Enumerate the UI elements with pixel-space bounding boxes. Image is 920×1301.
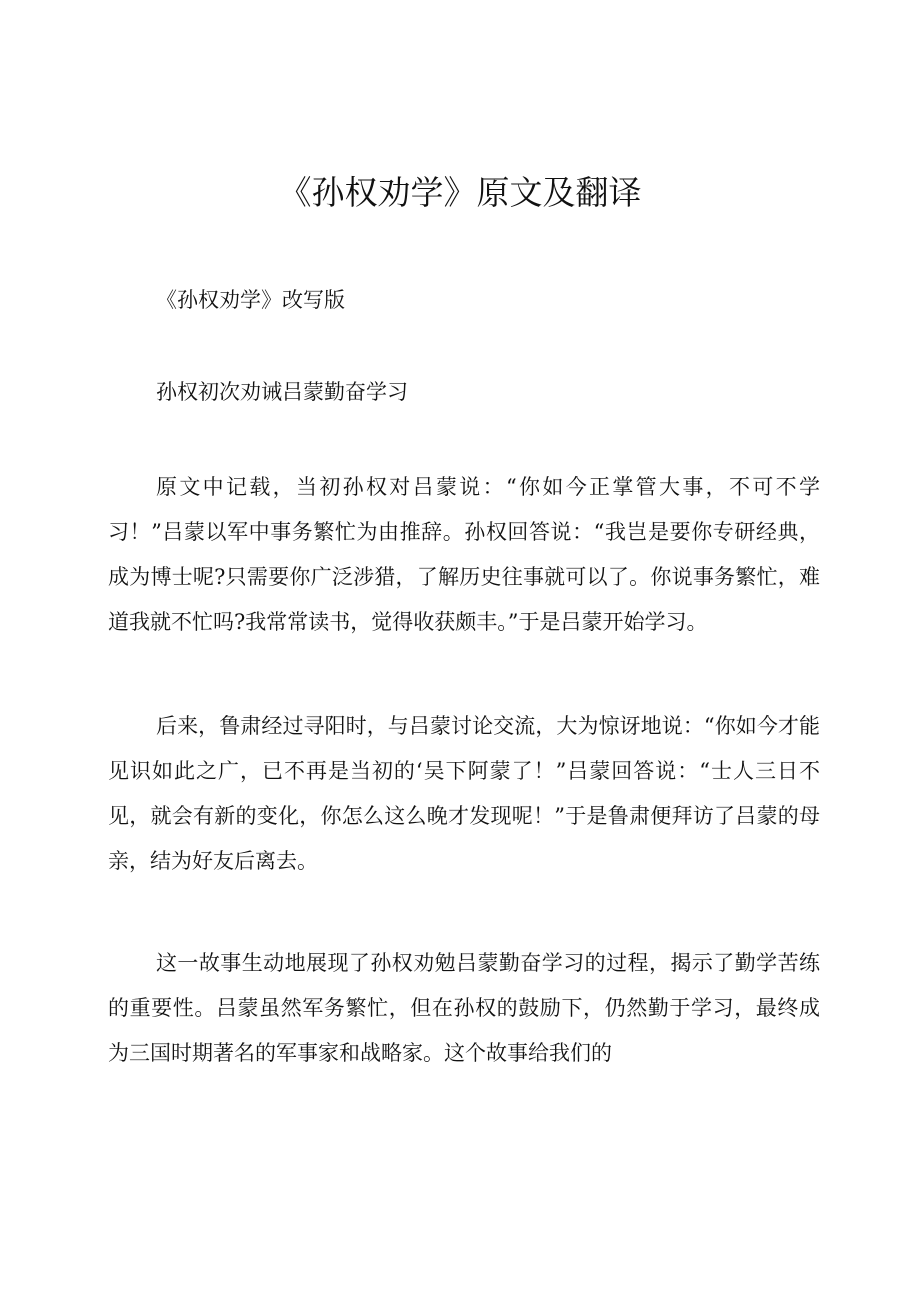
paragraph-1: 原文中记载，当初孙权对吕蒙说：“你如今正掌管大事，不可不学习！”吕蒙以军中事务繁忙为由推辞。孙权回答说：“我岂是要你专研经典，成为博士呢?只需要你广泛涉猎，了解历史往事就可以了。你说事务繁忙，难道我就不忙吗?我常常读书，觉得收获颇丰。”于是吕蒙开始学习。 [108, 475, 820, 634]
document-title: 《孙权劝学》原文及翻译 [278, 173, 642, 212]
document-subtitle: 《孙权劝学》改写版 [156, 288, 345, 312]
paragraph-2: 后来，鲁肃经过寻阳时，与吕蒙讨论交流，大为惊讶地说：“你如今才能见识如此之广，已不再是当初的‘吴下阿蒙了！”吕蒙回答说：“士人三日不见，就会有新的变化，你怎么这么晚才发现呢！”于是鲁肃便拜访了吕蒙的母亲，结为好友后离去。 [108, 714, 820, 873]
section-heading: 孙权初次劝诫吕蒙勤奋学习 [156, 380, 408, 404]
paragraph-3: 这一故事生动地展现了孙权劝勉吕蒙勤奋学习的过程，揭示了勤学苦练的重要性。吕蒙虽然军务繁忙，但在孙权的鼓励下，仍然勤于学习，最终成为三国时期著名的军事家和战略家。这个故事给我们的 [108, 951, 820, 1065]
